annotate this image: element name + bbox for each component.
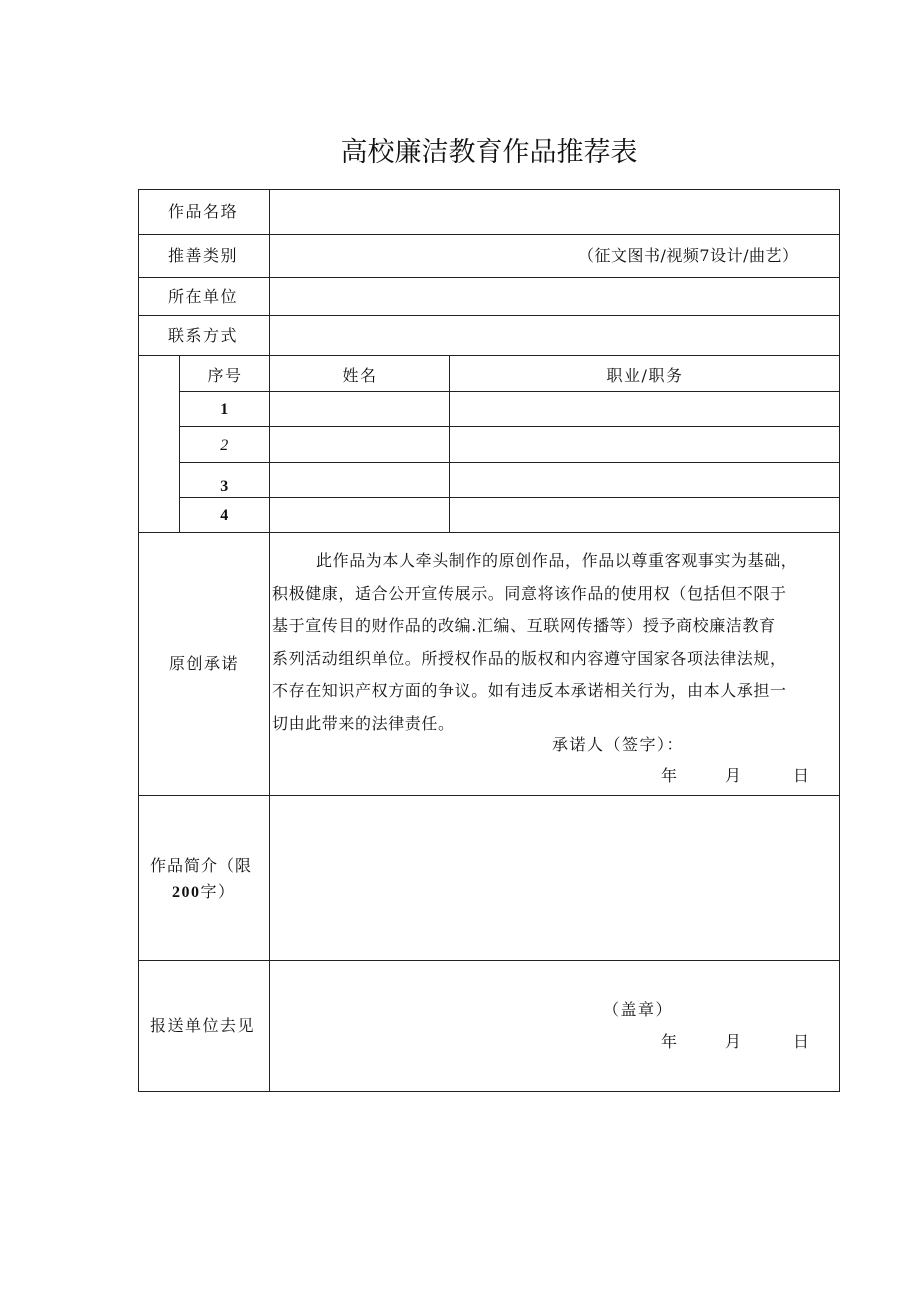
pledge-day: 日 <box>793 766 811 785</box>
opinion-seal: （盖章） <box>603 1000 674 1019</box>
member-header-position: 职业/职务 <box>606 366 684 385</box>
pledge-line: 系列活动组织单位。所授权作品的版权和内容遵守国家各项法律法规， <box>272 648 787 668</box>
intro-label-suffix: 字） <box>200 882 236 901</box>
opinion-label: 报送单位去见 <box>150 1016 256 1035</box>
member-header-index: 序号 <box>207 366 243 385</box>
opinion-month: 月 <box>725 1032 743 1051</box>
work-name-label: 作品名珞 <box>168 202 239 221</box>
pledge-line: 此作品为本人牵头制作的原创作品，作品以尊重客观事实为基础， <box>316 551 798 570</box>
member-row-number: 1 <box>220 401 230 418</box>
opinion-year: 年 <box>661 1032 679 1051</box>
row-rule <box>138 315 840 316</box>
category-label: 推善类别 <box>168 246 239 265</box>
row-rule <box>138 960 840 961</box>
row-rule <box>138 234 840 235</box>
table-border-top <box>138 189 840 190</box>
pledge-text <box>272 545 838 740</box>
work-name-field[interactable] <box>272 192 836 232</box>
contact-field[interactable] <box>272 317 836 353</box>
member-row-rule <box>179 426 840 427</box>
member-row-number: 2 <box>220 437 230 454</box>
intro-label-line2 <box>172 882 236 903</box>
opinion-field[interactable] <box>272 963 836 1089</box>
row-rule <box>138 355 840 356</box>
row-rule <box>138 277 840 278</box>
unit-label: 所在单位 <box>168 287 239 306</box>
member-row-number: 3 <box>220 478 230 495</box>
member-row-number: 4 <box>220 507 230 524</box>
label-column-divider <box>269 189 270 1091</box>
intro-field[interactable] <box>272 798 836 958</box>
page-title: 高校廉洁教育作品推荐表 <box>340 137 638 168</box>
pledge-line: 基于宣传目的财作品的改编.汇编、互联网传播等）授予商校廉洁教育 <box>272 616 776 635</box>
unit-field[interactable] <box>272 279 836 313</box>
intro-char-limit: 200 <box>172 884 201 901</box>
pledge-month: 月 <box>725 766 743 785</box>
contact-label: 联系方式 <box>168 326 239 345</box>
pledge-label: 原创承诺 <box>168 654 239 673</box>
table-border-left <box>138 189 139 1092</box>
member-row-rule <box>179 497 840 498</box>
opinion-day: 日 <box>793 1032 811 1051</box>
member-header-name: 姓名 <box>342 366 378 385</box>
row-rule <box>138 532 840 533</box>
category-options: （征文图书/视频7设计/曲艺） <box>578 246 799 265</box>
pledge-line: 积极健康，适合公开宣传展示。同意将该作品的使用权（包括但不限于 <box>272 583 787 603</box>
intro-label: 作品简介（限 <box>150 856 253 875</box>
member-row-rule <box>179 391 840 392</box>
pledge-year: 年 <box>661 766 679 785</box>
pledge-line: 不存在知识产权方面的争议。如有违反本承诺相关行为，由本人承担一 <box>272 681 787 700</box>
table-border-bottom <box>138 1091 840 1092</box>
member-row-rule <box>179 462 840 463</box>
table-border-right <box>839 189 840 1092</box>
pledge-signer: 承诺人（签字）： <box>552 735 685 754</box>
row-rule <box>138 795 840 796</box>
pledge-line: 切由此带来的法律责任。 <box>272 713 455 733</box>
